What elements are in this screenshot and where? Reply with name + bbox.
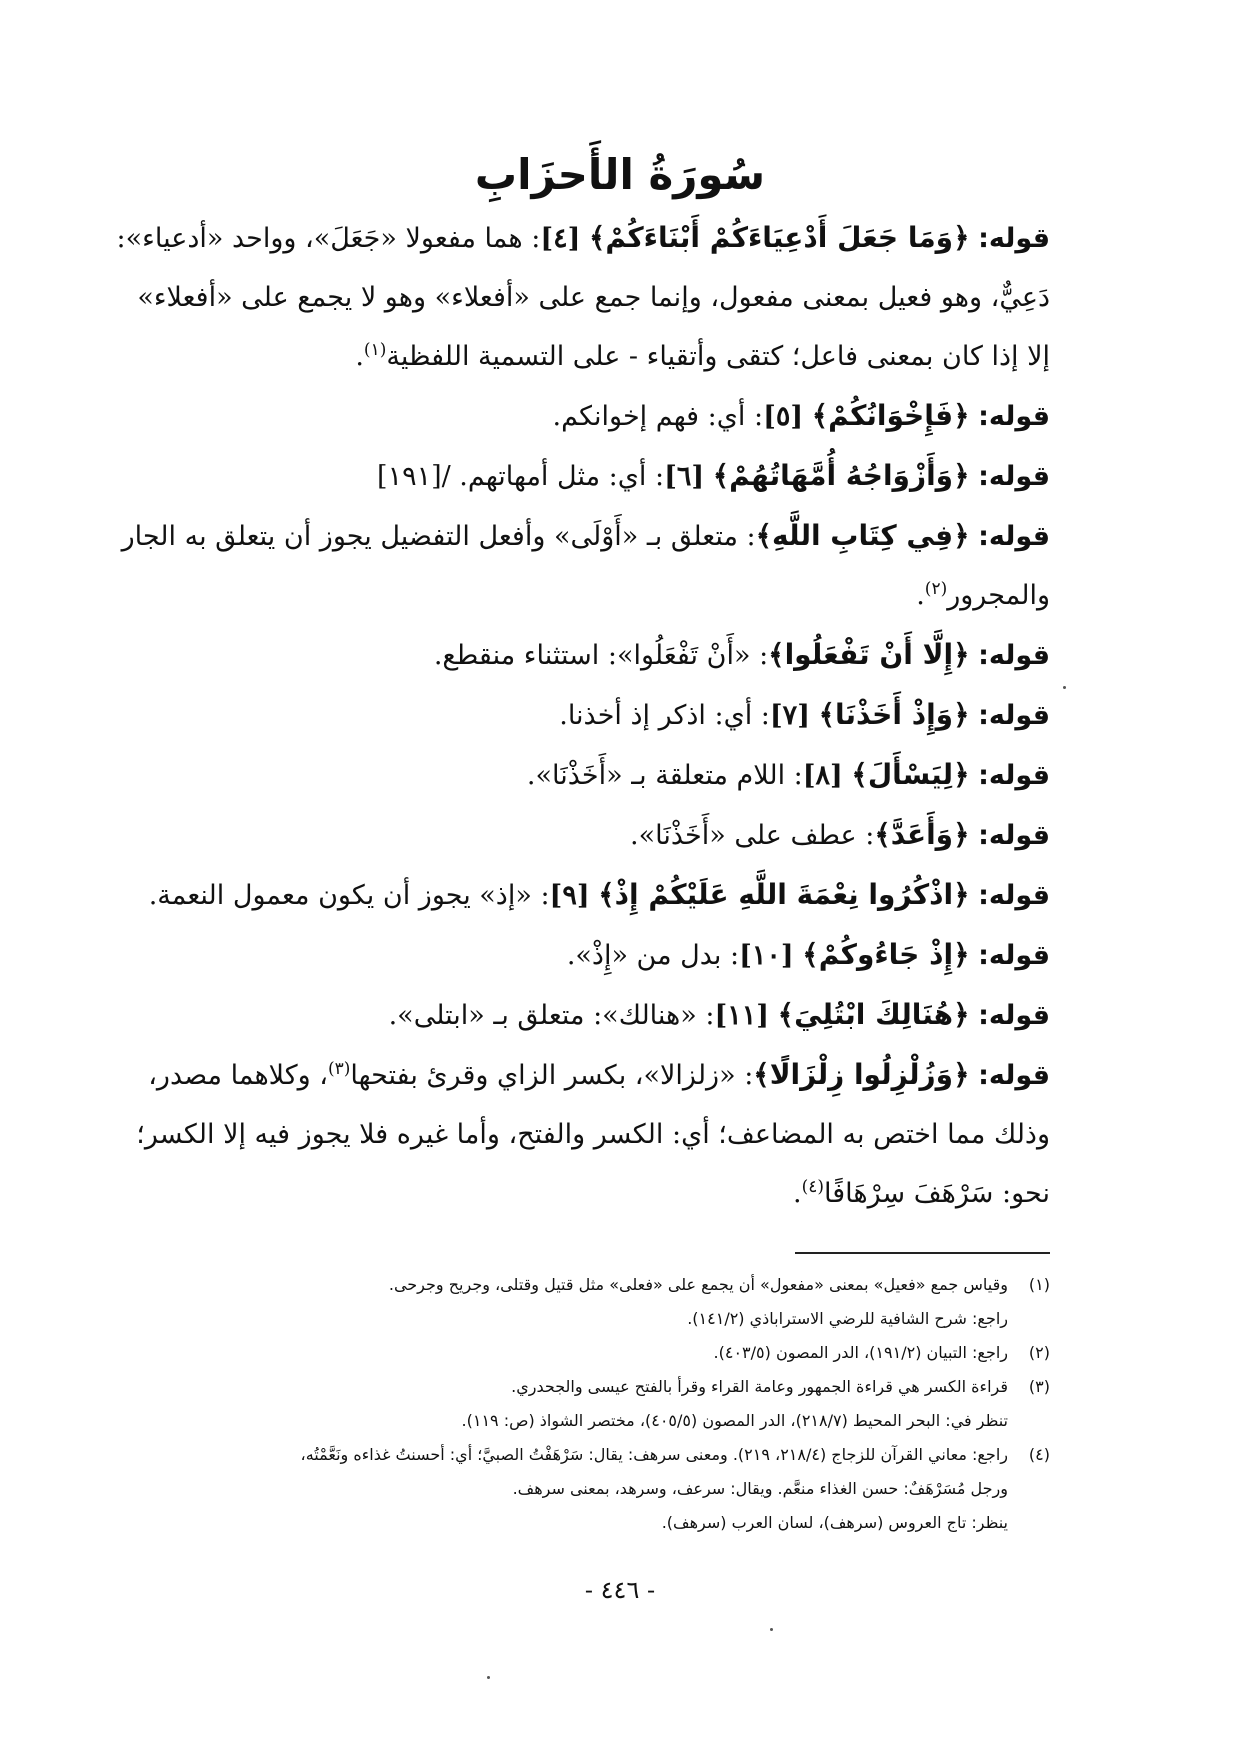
- quran-verse: ﴿فِي كِتَابِ اللَّهِ﴾: [755, 519, 970, 552]
- entry-text: : متعلق بـ «أَوْلَى» وأفعل التفضيل يجوز أن يتعلق به الجار: [121, 521, 756, 552]
- entry-keyword: قوله:: [978, 940, 1050, 971]
- entry-keyword: قوله:: [978, 521, 1050, 552]
- quran-verse: ﴿وَزُلْزِلُوا زِلْزَالًا﴾: [753, 1058, 970, 1091]
- entry-kitab-allah: [121, 506, 1050, 566]
- scan-speck: [487, 1676, 490, 1679]
- entry-keyword: قوله:: [978, 820, 1050, 851]
- footnote-text: ينظر: تاج العروس (سرهف)، لسان العرب (سرهف).: [661, 1513, 1008, 1532]
- entry-text: : عطف على «أَخَذْنَا».: [630, 820, 875, 851]
- entry-keyword: قوله:: [978, 401, 1050, 432]
- page-number: - ٤٤٦ -: [584, 1576, 656, 1604]
- entry-verse-8: [170, 745, 1050, 805]
- entry-keyword: قوله:: [978, 880, 1050, 911]
- quran-verse: ﴿لِيَسْأَلَ﴾: [851, 758, 970, 791]
- footnote-line: [170, 1268, 1050, 1302]
- entry-keyword: قوله:: [978, 1000, 1050, 1031]
- entry-keyword: قوله:: [978, 640, 1050, 671]
- entry-verse-7: [170, 685, 1050, 745]
- quran-verse: ﴿إِذْ جَاءُوكُمْ﴾: [802, 938, 970, 971]
- entry-text: : «إذ» يجوز أن يكون معمول النعمة.: [148, 880, 550, 911]
- entry-continuation: نحو: سَرْهَفَ سِرْهَافًا$^{(٤)}$.: [793, 1177, 1050, 1209]
- footnote-marker: (٤): [801, 1177, 825, 1197]
- footnote-text: تنظر في: البحر المحيط (٢١٨/٧)، الدر المصون (٤٠٥/٥)، مختصر الشواذ (ص: ١١٩).: [461, 1411, 1008, 1430]
- footnote-separator: [795, 1252, 1050, 1254]
- entry-text: : اللام متعلقة بـ «أَخَذْنَا».: [526, 760, 803, 791]
- quran-verse: ﴿وَإِذْ أَخَذْنَا﴾: [818, 698, 970, 731]
- verse-number: [٤]: [540, 223, 581, 254]
- footnote-text: راجع: التبيان (١٩١/٢)، الدر المصون (٤٠٣/٥).: [713, 1343, 1008, 1362]
- entry-verse-5: [170, 386, 1050, 446]
- footnote-line: [170, 1302, 1050, 1336]
- verse-number: [٩]: [549, 880, 590, 911]
- quran-verse: ﴿فَإِخْوَانُكُمْ﴾: [811, 399, 970, 432]
- footnote-text: راجع: معاني القرآن للزجاج (٢١٨/٤، ٢١٩). ومعنى سرهف: يقال: سَرْهَفْتُ الصبيَّ؛ أي: أحسنتُ غذاءه ونَعَّمْتُه،: [300, 1445, 1008, 1464]
- entry-continuation: دَعِيٌّ، وهو فعيل بمعنى مفعول، وإنما جمع على «أفعلاء» وهو لا يجمع على «أفعلاء»: [137, 282, 1050, 313]
- footnote-number: (٢): [1028, 1343, 1050, 1362]
- footnote-number: (٣): [1028, 1377, 1050, 1396]
- quran-verse: ﴿وَأَزْوَاجُهُ أُمَّهَاتُهُمْ﴾: [712, 459, 970, 492]
- footnote-line: [170, 1404, 1050, 1438]
- entry-text: : أي: اذكر إذ أخذنا.: [559, 700, 770, 731]
- entry-zulzilu: [148, 1045, 1050, 1105]
- footnote-text: وقياس جمع «فعيل» بمعنى «مفعول» أن يجمع على «فعلى» مثل قتيل وقتلى، وجريح وجرحى.: [388, 1275, 1008, 1294]
- footnote-line: [170, 1438, 1050, 1472]
- entry-continuation-text: نحو: سَرْهَفَ سِرْهَافًا: [824, 1178, 1050, 1209]
- entry-text: : أي: مثل أمهاتهم. /[١٩١]: [377, 461, 665, 492]
- entry-verse-10: [170, 925, 1050, 985]
- verse-number: [٧]: [769, 700, 810, 731]
- footnote-number: (٤): [1028, 1445, 1050, 1464]
- entry-keyword: قوله:: [978, 1060, 1050, 1091]
- entry-text: : هما مفعولا «جَعَلَ»، وواحد «أدعياء»:: [116, 223, 541, 254]
- quran-verse: ﴿هُنَالِكَ ابْتُلِيَ﴾: [777, 998, 970, 1031]
- scan-speck: [1063, 686, 1066, 689]
- commentary-body: [116, 208, 1050, 1223]
- footnote-line: [170, 1472, 1050, 1506]
- entry-continuation: وذلك مما اختص به المضاعف؛ أي: الكسر والفتح، وأما غيره فلا يجوز فيه إلا الكسر؛: [136, 1119, 1050, 1150]
- footnote-number: (١): [1028, 1275, 1050, 1294]
- quran-verse: ﴿وَمَا جَعَلَ أَدْعِيَاءَكُمْ أَبْنَاءَكُمْ﴾: [588, 221, 970, 254]
- quran-verse: ﴿اذْكُرُوا نِعْمَةَ اللَّهِ عَلَيْكُمْ إِذْ﴾: [598, 878, 970, 911]
- entry-text: : بدل من «إِذْ».: [566, 940, 740, 971]
- verse-number: [١٠]: [739, 940, 794, 971]
- footnotes: [170, 1268, 1050, 1540]
- entry-verse-4: [116, 208, 1050, 268]
- footnote-line: [170, 1336, 1050, 1370]
- entry-text: : أي: فهم إخوانكم.: [552, 401, 764, 432]
- verse-number: [٥]: [763, 401, 804, 432]
- footnote-marker: (١): [363, 340, 387, 360]
- entry-text-after: ، وكلاهما مصدر،: [148, 1060, 328, 1091]
- surah-title: سُورَةُ الأَحزَابِ: [474, 150, 766, 199]
- entry-continuation-text: والمجرور: [947, 580, 1050, 611]
- entry-verse-9: [148, 865, 1050, 925]
- verse-number: [١١]: [714, 1000, 770, 1031]
- entry-continuation: إلا إذا كان بمعنى فاعل؛ كتقى وأتقياء - على التسمية اللفظية$^{(١)}$.: [355, 340, 1050, 372]
- entry-text: : «أَنْ تَفْعَلُوا»: استثناء منقطع.: [433, 640, 769, 671]
- entry-keyword: قوله:: [978, 700, 1050, 731]
- entry-verse-11: [170, 985, 1050, 1045]
- footnote-marker: (٢): [924, 579, 948, 599]
- entry-verse-6: [170, 446, 1050, 506]
- footnote-text: قراءة الكسر هي قراءة الجمهور وعامة القراء وقرأ بالفتح عيسى والجحدري.: [511, 1377, 1008, 1396]
- verse-number: [٨]: [802, 760, 843, 791]
- quran-verse: ﴿وَأَعَدَّ﴾: [874, 818, 970, 851]
- entry-keyword: قوله:: [978, 760, 1050, 791]
- footnote-text: ورجل مُسَرْهَفٌ: حسن الغذاء منعَّم. ويقال: سرعف، وسرهد، بمعنى سرهف.: [512, 1479, 1008, 1498]
- quran-verse: ﴿إِلَّا أَنْ تَفْعَلُوا﴾: [768, 638, 970, 671]
- footnote-text: راجع: شرح الشافية للرضي الاستراباذي (١٤١/٢).: [687, 1309, 1008, 1328]
- footnote-line: [170, 1370, 1050, 1404]
- verse-number: [٦]: [664, 461, 705, 492]
- entry-keyword: قوله:: [978, 223, 1050, 254]
- entry-continuation: والمجرور$^{(٢)}$.: [916, 579, 1050, 611]
- entry-text: : «زلزالا»، بكسر الزاي وقرئ بفتحها: [350, 1060, 754, 1091]
- footnote-line: [170, 1506, 1050, 1540]
- entry-waadda: [170, 805, 1050, 865]
- entry-text: : «هنالك»: متعلق بـ «ابتلى».: [388, 1000, 715, 1031]
- entry-continuation-text: إلا إذا كان بمعنى فاعل؛ كتقى وأتقياء - على التسمية اللفظية: [386, 341, 1050, 372]
- entry-keyword: قوله:: [978, 461, 1050, 492]
- entry-illa-an-tafalu: [170, 625, 1050, 685]
- footnote-marker: (٣): [327, 1059, 351, 1079]
- scan-speck: [770, 1628, 773, 1631]
